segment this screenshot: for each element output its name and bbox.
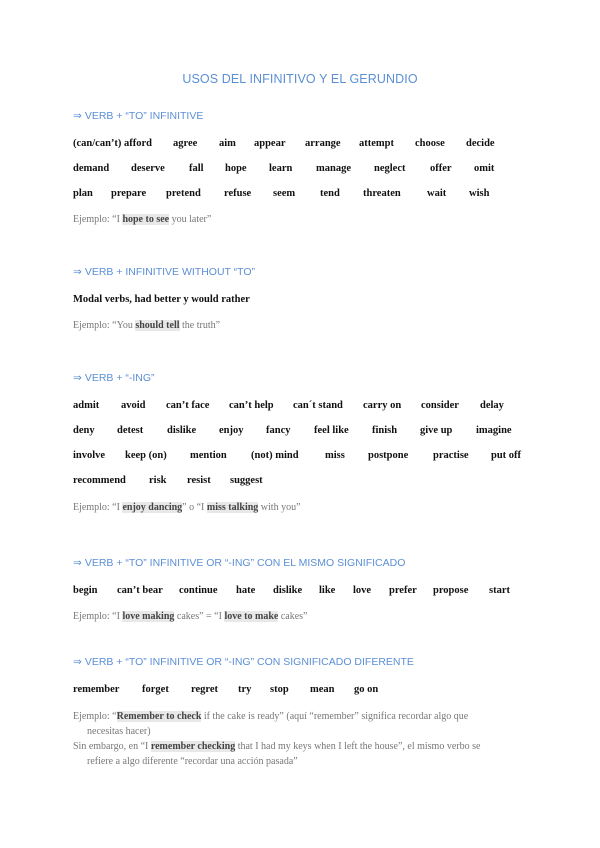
verb: delay	[480, 400, 504, 411]
verb: forget	[142, 684, 169, 695]
arrow-icon: ⇒	[73, 372, 82, 384]
verb: refuse	[224, 188, 252, 199]
verb: start	[489, 585, 510, 596]
verb: hope	[225, 163, 247, 174]
verb: propose	[433, 585, 469, 596]
verb: prefer	[389, 585, 417, 596]
example-highlight: love making	[122, 611, 175, 622]
verb: pretend	[166, 188, 201, 199]
section-heading-to-infinitive	[73, 110, 203, 122]
verb: avoid	[121, 400, 146, 411]
section-heading-text: VERB + INFINITIVE WITHOUT “TO”	[84, 266, 256, 278]
verb: prepare	[111, 188, 147, 199]
verb: admit	[73, 400, 100, 411]
verb: continue	[179, 585, 218, 596]
section-heading-text: VERB + “TO” INFINITIVE OR “-ING” CON EL MISMO SIGNIFICADO	[84, 557, 406, 569]
section-heading-text: VERB + “TO” INFINITIVE OR “-ING” CON SIGNIFICADO DIFERENTE	[84, 656, 414, 668]
verb: offer	[430, 163, 452, 174]
verb: aim	[219, 138, 236, 149]
example-highlight: miss talking	[206, 502, 259, 513]
section-heading-text: VERB + “-ING”	[84, 372, 155, 384]
section-heading-text: VERB + “TO” INFINITIVE	[84, 110, 204, 122]
verb: try	[238, 684, 252, 695]
verb: deserve	[131, 163, 165, 174]
verb: mention	[190, 450, 227, 461]
verb: stop	[270, 684, 289, 695]
section-heading-different-meaning	[73, 656, 414, 668]
example-text: cakes” = “I	[174, 611, 225, 622]
example-sentence	[73, 611, 308, 622]
verb: arrange	[305, 138, 341, 149]
example-text: Ejemplo: “I	[73, 611, 123, 622]
example-text: if the cake is ready” (aquí “remember” significa recordar algo que	[201, 711, 469, 722]
verb: plan	[73, 188, 93, 199]
example-text: that I had my keys when I left the house”, el mismo verbo se	[235, 741, 481, 752]
example-text: Ejemplo: “I	[73, 214, 123, 225]
verb: wish	[469, 188, 490, 199]
example-text: cakes”	[278, 611, 308, 622]
verb: tend	[320, 188, 340, 199]
page-title: USOS DEL INFINITIVO Y EL GERUNDIO	[182, 72, 418, 86]
verb: regret	[191, 684, 219, 695]
example-highlight: love to make	[224, 611, 279, 622]
verb-row	[73, 475, 540, 491]
verb: fancy	[266, 425, 291, 436]
example-highlight: remember checking	[150, 741, 236, 752]
verb: omit	[474, 163, 495, 174]
verb: wait	[427, 188, 447, 199]
verb: involve	[73, 450, 106, 461]
verb: consider	[421, 400, 459, 411]
example-text: Sin embargo, en “I	[73, 741, 151, 752]
verb: neglect	[374, 163, 406, 174]
verb: postpone	[368, 450, 409, 461]
arrow-icon: ⇒	[73, 656, 82, 668]
arrow-icon: ⇒	[73, 266, 82, 278]
verb: keep (on)	[125, 450, 167, 461]
example-highlight: enjoy dancing	[122, 502, 183, 513]
verb-row	[73, 138, 540, 154]
verb: begin	[73, 585, 98, 596]
verb: hate	[236, 585, 256, 596]
example-text: Ejemplo: “I	[73, 502, 123, 513]
verb: suggest	[230, 475, 263, 486]
verb-row	[73, 163, 540, 179]
example-text: Ejemplo: “	[73, 711, 117, 722]
verb-row	[73, 450, 540, 466]
verb: enjoy	[219, 425, 244, 436]
verb: miss	[325, 450, 345, 461]
example-highlight: Remember to check	[116, 711, 202, 722]
verb: dislike	[273, 585, 303, 596]
verb: attempt	[359, 138, 394, 149]
verb: appear	[254, 138, 286, 149]
arrow-icon: ⇒	[73, 557, 82, 569]
arrow-icon: ⇒	[73, 110, 82, 122]
verb: remember	[73, 684, 120, 695]
example-paragraph	[73, 709, 543, 739]
example-highlight: should tell	[135, 320, 180, 331]
verb: agree	[173, 138, 198, 149]
section-heading-infinitive-without-to	[73, 266, 255, 278]
verb: can´t stand	[293, 400, 343, 411]
verb: threaten	[363, 188, 401, 199]
example-text: necesitas hacer)	[87, 726, 151, 737]
verb: fall	[189, 163, 204, 174]
verb: practise	[433, 450, 469, 461]
verb: finish	[372, 425, 398, 436]
verb: recommend	[73, 475, 126, 486]
verb: like	[319, 585, 336, 596]
contrast-paragraph	[73, 739, 543, 769]
verb: feel like	[314, 425, 349, 436]
verb: love	[353, 585, 372, 596]
verb: choose	[415, 138, 445, 149]
example-sentence	[73, 320, 220, 331]
verb: demand	[73, 163, 110, 174]
verb: deny	[73, 425, 95, 436]
verb: carry on	[363, 400, 402, 411]
verb: (can/can’t) afford	[73, 138, 153, 149]
example-text: with you”	[258, 502, 301, 513]
verb: manage	[316, 163, 351, 174]
verb: mean	[310, 684, 335, 695]
example-text: the truth”	[179, 320, 221, 331]
verb: dislike	[167, 425, 197, 436]
section-heading-ing	[73, 372, 155, 384]
verb: go on	[354, 684, 379, 695]
verb: can’t bear	[117, 585, 163, 596]
verb: can’t face	[166, 400, 210, 411]
verb-row	[73, 188, 540, 204]
verb: detest	[117, 425, 144, 436]
example-text: refiere a algo diferente “recordar una acción pasada”	[87, 756, 298, 767]
verb: give up	[420, 425, 453, 436]
verb: learn	[269, 163, 293, 174]
verb: risk	[149, 475, 167, 486]
verb-row	[73, 425, 540, 441]
verb-row	[73, 684, 540, 700]
verb: decide	[466, 138, 495, 149]
example-highlight: hope to see	[122, 214, 170, 225]
verb: put off	[491, 450, 522, 461]
example-sentence	[73, 502, 301, 513]
example-text: ” o “I	[182, 502, 207, 513]
section-heading-same-meaning	[73, 557, 405, 569]
verb: seem	[273, 188, 296, 199]
verb: can’t help	[229, 400, 274, 411]
verb: (not) mind	[251, 450, 299, 461]
example-sentence	[73, 214, 211, 225]
verb: imagine	[476, 425, 512, 436]
example-text: you later”	[169, 214, 212, 225]
verb-row	[73, 400, 540, 416]
verb: resist	[187, 475, 211, 486]
verb-row	[73, 585, 540, 601]
modal-verbs-line: Modal verbs, had better y would rather	[73, 294, 250, 305]
example-text: Ejemplo: “You	[73, 320, 136, 331]
